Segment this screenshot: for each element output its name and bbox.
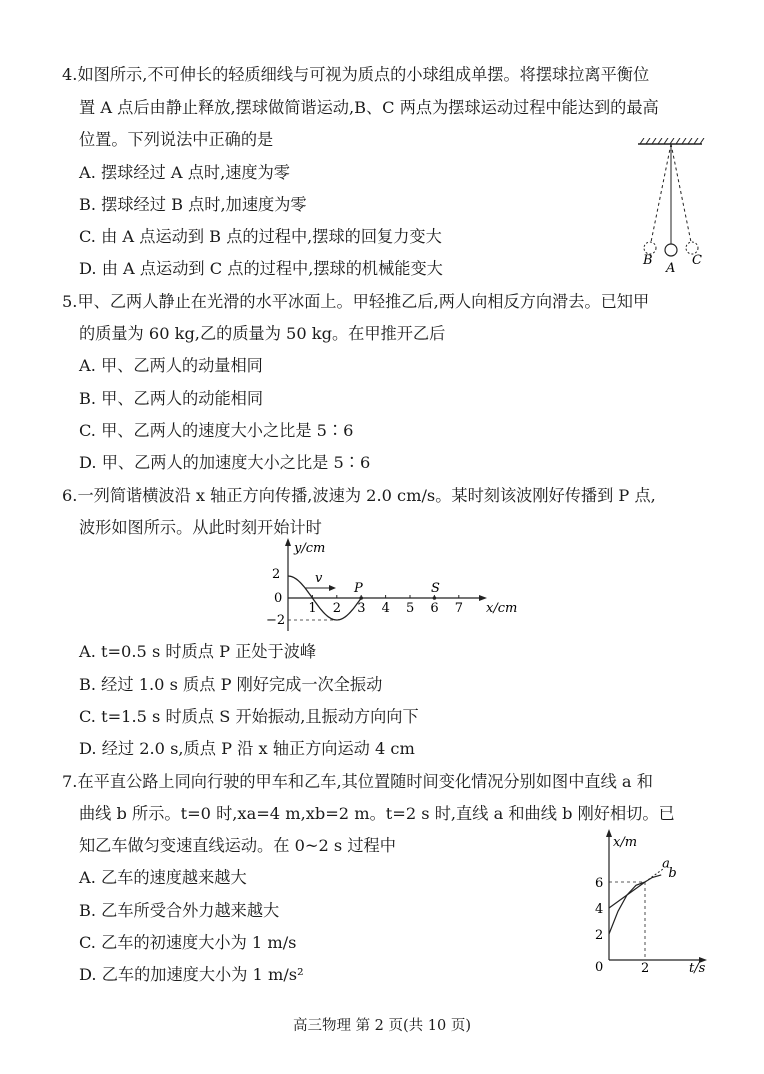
page-footer: 高三物理 第 2 页(共 10 页) — [292, 1018, 472, 1034]
x-tick-label: 3 — [357, 601, 366, 616]
point-s-label: S — [431, 581, 440, 596]
xt-y-tick-label: 4 — [595, 902, 604, 917]
xt-y-tick-label: 6 — [595, 876, 604, 891]
point-p-label: P — [354, 581, 363, 596]
xt-y-tick-label: 2 — [595, 928, 604, 943]
velocity-label: v — [315, 571, 323, 586]
y-tick-0: 0 — [274, 591, 283, 606]
xt-y-axis-arrow — [606, 829, 612, 837]
q5-option-a: A. 甲、乙两人的动量相同 — [79, 356, 263, 375]
q6-option-c: C. t=1.5 s 时质点 S 开始振动,且振动方向向下 — [79, 707, 419, 726]
xt-y-axis-label: x/m — [613, 835, 638, 850]
q4-option-b: B. 摆球经过 B 点时,加速度为零 — [79, 195, 307, 214]
position-time-chart — [585, 826, 715, 976]
q5-option-b: B. 甲、乙两人的动能相同 — [79, 389, 264, 408]
y-axis-label: y/cm — [294, 541, 326, 556]
wave-chart — [262, 536, 524, 636]
x-tick-label: 2 — [332, 601, 342, 616]
label-c: C — [692, 253, 702, 268]
q6-line-2: 波形如图所示。从此时刻开始计时 — [79, 518, 322, 537]
q6-option-b: B. 经过 1.0 s 质点 P 刚好完成一次全振动 — [79, 675, 383, 694]
y-tick-2: 2 — [272, 567, 281, 582]
ball-a — [665, 244, 677, 256]
q4-line-3: 位置。下列说法中正确的是 — [79, 130, 274, 149]
q7-line-3: 知乙车做匀变速直线运动。在 0~2 s 过程中 — [79, 836, 396, 855]
xt-x-tick-label: 2 — [641, 961, 650, 976]
q6-option-a: A. t=0.5 s 时质点 P 正处于波峰 — [79, 642, 317, 661]
x-tick-label: 4 — [381, 601, 390, 616]
q6-option-d: D. 经过 2.0 s,质点 P 沿 x 轴正方向运动 4 cm — [79, 739, 415, 758]
q7-option-b: B. 乙车所受合外力越来越大 — [79, 901, 280, 920]
string-c — [671, 144, 691, 242]
q4-line-1: 4.如图所示,不可伸长的轻质细线与可视为质点的小球组成单摆。将摆球拉离平衡位 — [62, 65, 650, 84]
xt-x-axis-label: t/s — [689, 961, 706, 976]
q5-option-d: D. 甲、乙两人的加速度大小之比是 5∶6 — [79, 453, 371, 472]
pendulum-figure — [630, 138, 714, 276]
x-tick-label: 1 — [308, 601, 317, 616]
xt-origin-label: 0 — [595, 960, 604, 975]
velocity-arrowhead — [329, 585, 336, 591]
q4-line-2: 置 A 点后由静止释放,摆球做简谐运动,B、C 两点为摆球运动过程中能达到的最高 — [79, 98, 659, 117]
q7-line-2: 曲线 b 所示。t=0 时,xa=4 m,xb=2 m。t=2 s 时,直线 a 和曲线 b 刚好相切。已 — [79, 804, 675, 823]
x-tick-label: 6 — [430, 601, 439, 616]
x-axis-label: x/cm — [486, 601, 518, 616]
x-tick-label: 7 — [454, 601, 464, 616]
series-a-label: a — [662, 856, 670, 872]
q5-line-1: 5.甲、乙两人静止在光滑的水平冰面上。甲轻推乙后,两人向相反方向滑去。已知甲 — [62, 292, 650, 311]
q7-option-a: A. 乙车的速度越来越大 — [79, 868, 247, 887]
q6-line-1: 6.一列简谐横波沿 x 轴正方向传播,波速为 2.0 cm/s。某时刻该波刚好传播到 P 点, — [62, 486, 656, 505]
curve-b — [609, 875, 661, 934]
y-axis-arrow — [285, 538, 291, 546]
q5-line-2: 的质量为 60 kg,乙的质量为 50 kg。在甲推开乙后 — [79, 324, 446, 343]
x-tick-label: 5 — [406, 601, 415, 616]
point-p-dot — [359, 596, 363, 600]
q4-option-d: D. 由 A 点运动到 C 点的过程中,摆球的机械能变大 — [79, 259, 443, 278]
q5-option-c: C. 甲、乙两人的速度大小之比是 5∶6 — [79, 421, 354, 440]
q7-option-c: C. 乙车的初速度大小为 1 m/s — [79, 933, 297, 952]
label-a: A — [666, 261, 676, 276]
point-s-dot — [433, 596, 437, 600]
q4-option-c: C. 由 A 点运动到 B 点的过程中,摆球的回复力变大 — [79, 227, 442, 246]
q7-option-d: D. 乙车的加速度大小为 1 m/s² — [79, 965, 304, 984]
q7-line-1: 7.在平直公路上同向行驶的甲车和乙车,其位置随时间变化情况分别如图中直线 a 和 — [62, 772, 653, 791]
label-b: B — [643, 253, 653, 268]
q4-option-a: A. 摆球经过 A 点时,速度为零 — [79, 163, 290, 182]
ceiling-hatch — [640, 138, 704, 144]
series-b-label: b — [668, 865, 677, 881]
string-b — [651, 144, 671, 242]
y-tick-neg2: −2 — [266, 613, 286, 628]
